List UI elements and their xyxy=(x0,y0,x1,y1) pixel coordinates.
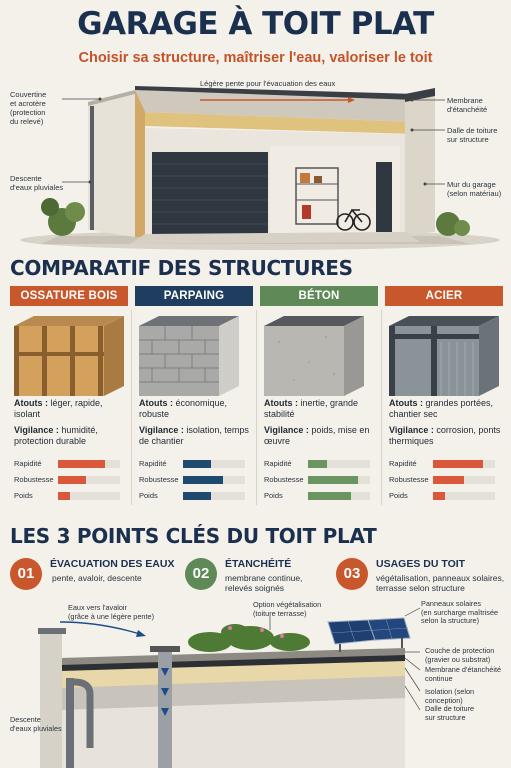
rating-fill xyxy=(433,460,483,468)
atouts-label: Atouts : xyxy=(14,398,48,408)
roof-section-diagram xyxy=(0,598,511,768)
label-membrane: Membrane d'étanchéité continue xyxy=(425,665,502,683)
rating-row xyxy=(389,456,501,472)
structure-card-beton xyxy=(260,286,378,511)
atouts-text: inertie, grande stabilité xyxy=(264,398,359,419)
rating-bars xyxy=(389,456,501,504)
callout-descente: Descente d'eaux pluviales xyxy=(10,174,64,192)
rating-fill xyxy=(58,492,70,500)
label-isolation: Isolation (selon conception) xyxy=(425,687,475,705)
rating-track xyxy=(183,460,245,468)
vigilance-label: Vigilance : xyxy=(389,425,434,435)
page-title: GARAGE À TOIT PLAT xyxy=(77,6,434,42)
comparatif-title: COMPARATIF DES STRUCTURES xyxy=(10,256,353,280)
rating-track xyxy=(58,460,120,468)
rating-label: Robustesse xyxy=(389,475,429,484)
point-title: USAGES DU TOIT xyxy=(376,558,466,570)
vigilance-label: Vigilance : xyxy=(14,425,59,435)
structure-name: BÉTON xyxy=(260,286,378,306)
rating-fill xyxy=(58,476,86,484)
rating-label: Rapidité xyxy=(264,459,292,468)
rating-row xyxy=(139,472,251,488)
label-eaux: Eaux vers l'avaloir (grâce à une légère pente) xyxy=(68,603,154,621)
rating-bars xyxy=(264,456,376,504)
atouts-label: Atouts : xyxy=(139,398,173,408)
label-solaires: Panneaux solaires (en surcharge maîtrisée selon la structure) xyxy=(421,599,499,626)
atouts-text: léger, rapide, isolant xyxy=(14,398,103,419)
page-subtitle: Choisir sa structure, maîtriser l'eau, valoriser le toit xyxy=(78,50,433,66)
rating-label: Rapidité xyxy=(14,459,42,468)
rating-row xyxy=(14,488,126,504)
atouts-label: Atouts : xyxy=(264,398,298,408)
rating-label: Rapidité xyxy=(139,459,167,468)
point-desc: membrane continue, relevés soignés xyxy=(225,573,303,593)
block-wall-image xyxy=(139,312,249,396)
point-desc: végétalisation, panneaux solaires, terrasse selon structure xyxy=(376,573,505,593)
rating-track xyxy=(433,492,495,500)
vigilance-text: corrosion, ponts thermiques xyxy=(389,425,501,446)
point-title: ÉVACUATION DES EAUX xyxy=(50,558,175,570)
vigilance-label: Vigilance : xyxy=(264,425,309,435)
rating-label: Poids xyxy=(264,491,283,500)
rating-row xyxy=(389,472,501,488)
structure-name: OSSATURE BOIS xyxy=(10,286,128,306)
callout-dalle: Dalle de toiture sur structure xyxy=(447,126,498,144)
vigilance-text: isolation, temps de chantier xyxy=(139,425,249,446)
rating-fill xyxy=(58,460,105,468)
callout-couvertine: Couvertine et acrotère (protection du relevé) xyxy=(10,90,47,126)
point-badge: 02 xyxy=(185,558,217,590)
rating-row xyxy=(139,456,251,472)
atouts-text: grandes portées, chantier sec xyxy=(389,398,494,419)
rating-track xyxy=(433,460,495,468)
point-badge: 03 xyxy=(336,558,368,590)
atouts-text: économique, robuste xyxy=(139,398,228,419)
callout-membrane: Membrane d'étanchéité xyxy=(447,96,488,114)
label-dalle: Dalle de toiture sur structure xyxy=(425,704,475,722)
rating-bars xyxy=(139,456,251,504)
column-divider xyxy=(381,310,382,505)
structure-card-parpaing xyxy=(135,286,253,511)
rating-fill xyxy=(433,476,464,484)
rating-label: Robustesse xyxy=(14,475,54,484)
rating-label: Poids xyxy=(139,491,158,500)
rating-fill xyxy=(183,460,211,468)
rating-track xyxy=(308,492,370,500)
atouts-label: Atouts : xyxy=(389,398,423,408)
rating-label: Robustesse xyxy=(264,475,304,484)
rating-track xyxy=(308,476,370,484)
rating-track xyxy=(183,476,245,484)
structure-card-acier xyxy=(385,286,503,511)
garage-drawing xyxy=(0,72,511,250)
structure-name: ACIER xyxy=(385,286,503,306)
rating-track xyxy=(58,476,120,484)
rating-row xyxy=(389,488,501,504)
rating-row xyxy=(264,472,376,488)
rating-fill xyxy=(308,476,358,484)
vigilance-label: Vigilance : xyxy=(139,425,184,435)
rating-label: Rapidité xyxy=(389,459,417,468)
rating-fill xyxy=(183,476,223,484)
rating-fill xyxy=(308,460,327,468)
label-vegetal: Option végétalisation (toiture terrasse) xyxy=(253,600,322,618)
rating-row xyxy=(139,488,251,504)
rating-bars xyxy=(14,456,126,504)
points-title: LES 3 POINTS CLÉS DU TOIT PLAT xyxy=(10,524,377,548)
rating-row xyxy=(14,472,126,488)
column-divider xyxy=(131,310,132,505)
structure-name: PARPAING xyxy=(135,286,253,306)
rating-track xyxy=(308,460,370,468)
vigilance-text: humidité, protection durable xyxy=(14,425,98,446)
wood-frame-image xyxy=(14,312,124,396)
garage-illustration xyxy=(0,72,511,250)
rating-track xyxy=(183,492,245,500)
rating-label: Poids xyxy=(14,491,33,500)
rating-row xyxy=(264,456,376,472)
rating-row xyxy=(14,456,126,472)
column-divider xyxy=(256,310,257,505)
rating-fill xyxy=(308,492,351,500)
point-title: ÉTANCHÉITÉ xyxy=(225,558,292,570)
point-desc: pente, avaloir, descente xyxy=(52,573,142,583)
structure-card-bois xyxy=(10,286,128,511)
point-badge: 01 xyxy=(10,558,42,590)
concrete-image xyxy=(264,312,374,396)
callout-mur: Mur du garage (selon matériau) xyxy=(447,180,502,198)
rating-track xyxy=(58,492,120,500)
vigilance-text: poids, mise en œuvre xyxy=(264,425,370,446)
rating-fill xyxy=(183,492,211,500)
steel-frame-image xyxy=(389,312,499,396)
rating-track xyxy=(433,476,495,484)
label-protection: Couche de protection (gravier ou substrat) xyxy=(425,646,495,664)
rating-row xyxy=(264,488,376,504)
rating-label: Robustesse xyxy=(139,475,179,484)
label-descente: Descente d'eaux pluviales xyxy=(10,715,62,733)
rating-fill xyxy=(433,492,445,500)
slope-label: Légère pente pour l'évacuation des eaux xyxy=(200,79,336,88)
rating-label: Poids xyxy=(389,491,408,500)
